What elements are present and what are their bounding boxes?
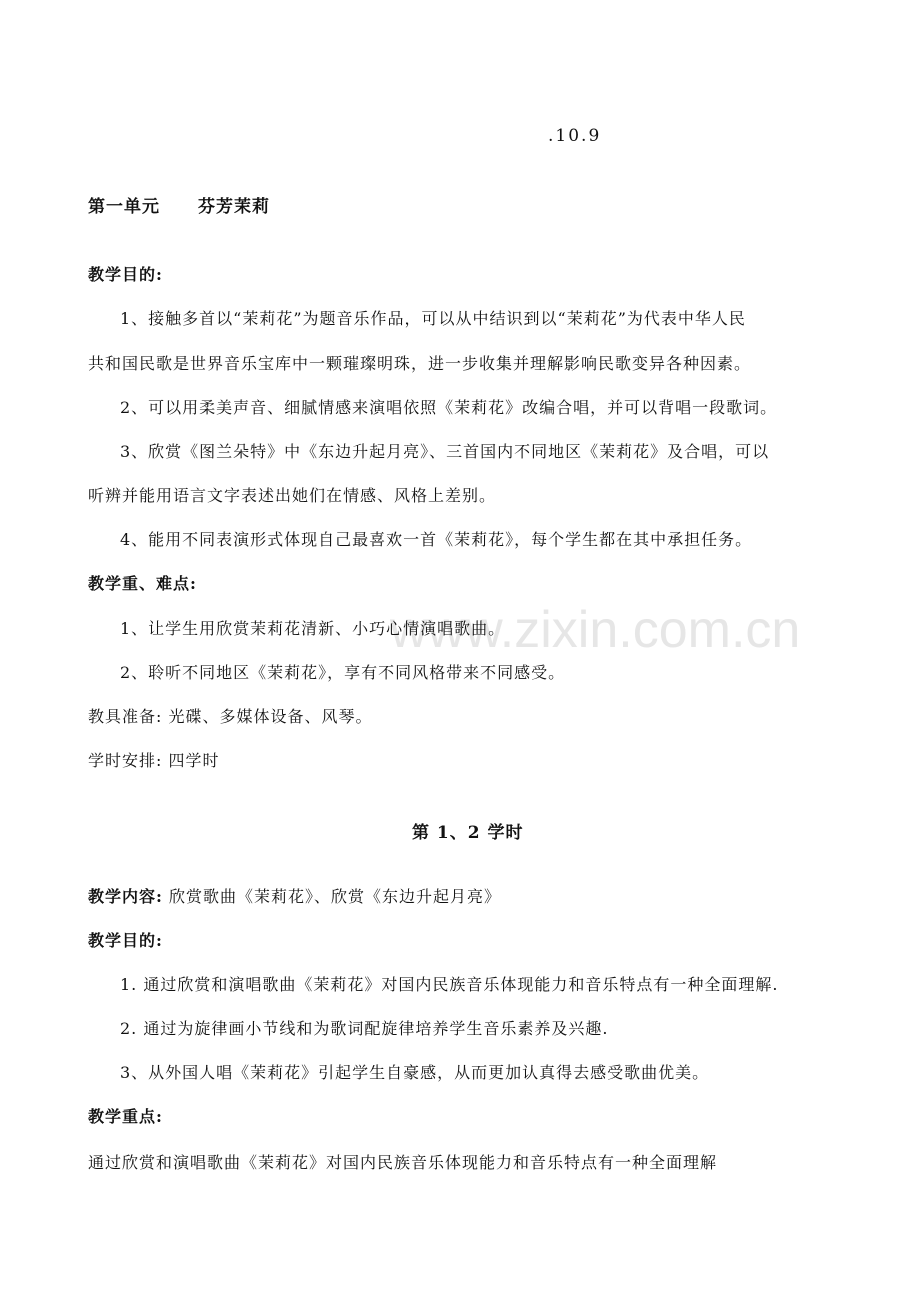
goal-item: 听辨并能用语言文字表述出她们在情感、风格上差别。 [88,486,497,505]
goal-item: 4、能用不同表演形式体现自己最喜欢一首《茉莉花》，每个学生都在其中承担任务。 [120,530,753,549]
lesson-goals-heading: 教学目的: [88,931,163,950]
lesson-title: 第 1、2 学时 [412,823,524,843]
key-point-item: 1、让学生用欣赏茉莉花清新、小巧心情演唱歌曲。 [120,619,506,638]
watermark: www.zixin.com.cn [390,601,801,659]
key-point-item: 2、聆听不同地区《茉莉花》，享有不同风格带来不同感受。 [120,663,566,682]
goal-item: 2、可以用柔美声音、细腻情感来演唱依照《茉莉花》改编合唱，并可以背唱一段歌词。 [120,398,778,417]
unit-title [88,192,270,217]
schedule-line: 学时安排: 四学时 [88,751,220,770]
goal-item: 1、接触多首以“茉莉花”为题音乐作品，可以从中结识到以“茉莉花”为代表中华人民 [120,309,746,328]
lesson-focus-heading: 教学重点: [88,1107,163,1126]
lesson-goal-item: 3、从外国人唱《茉莉花》引起学生自豪感，从而更加认真得去感受歌曲优美。 [120,1063,710,1082]
materials-line: 教具准备: 光碟、多媒体设备、风琴。 [88,707,373,726]
lesson-goal-item: 1. 通过欣赏和演唱歌曲《茉莉花》对国内民族音乐体现能力和音乐特点有一种全面理解. [120,975,779,994]
lesson-goal-item: 2. 通过为旋律画小节线和为歌词配旋律培养学生音乐素养及兴趣. [120,1019,609,1038]
unit-name: 芬芳茉莉 [198,197,270,217]
goal-item: 3、欣赏《图兰朵特》中《东边升起月亮》、三首国内不同地区《茉莉花》及合唱，可以 [120,442,770,461]
lesson-content-label: 教学内容: [88,887,163,906]
lesson-focus-text: 通过欣赏和演唱歌曲《茉莉花》对国内民族音乐体现能力和音乐特点有一种全面理解 [88,1153,718,1172]
goal-item: 共和国民歌是世界音乐宝库中一颗璀璨明珠，进一步收集并理解影响民歌变异各种因素。 [88,354,752,373]
lesson-content-line [88,884,501,907]
unit-label: 第一单元 [88,197,160,217]
key-points-heading: 教学重、难点: [88,574,197,593]
lesson-content-text: 欣赏歌曲《茉莉花》、欣赏《东边升起月亮》 [162,887,502,906]
document-date: .10.9 [548,126,602,146]
goals-heading: 教学目的: [88,265,163,284]
